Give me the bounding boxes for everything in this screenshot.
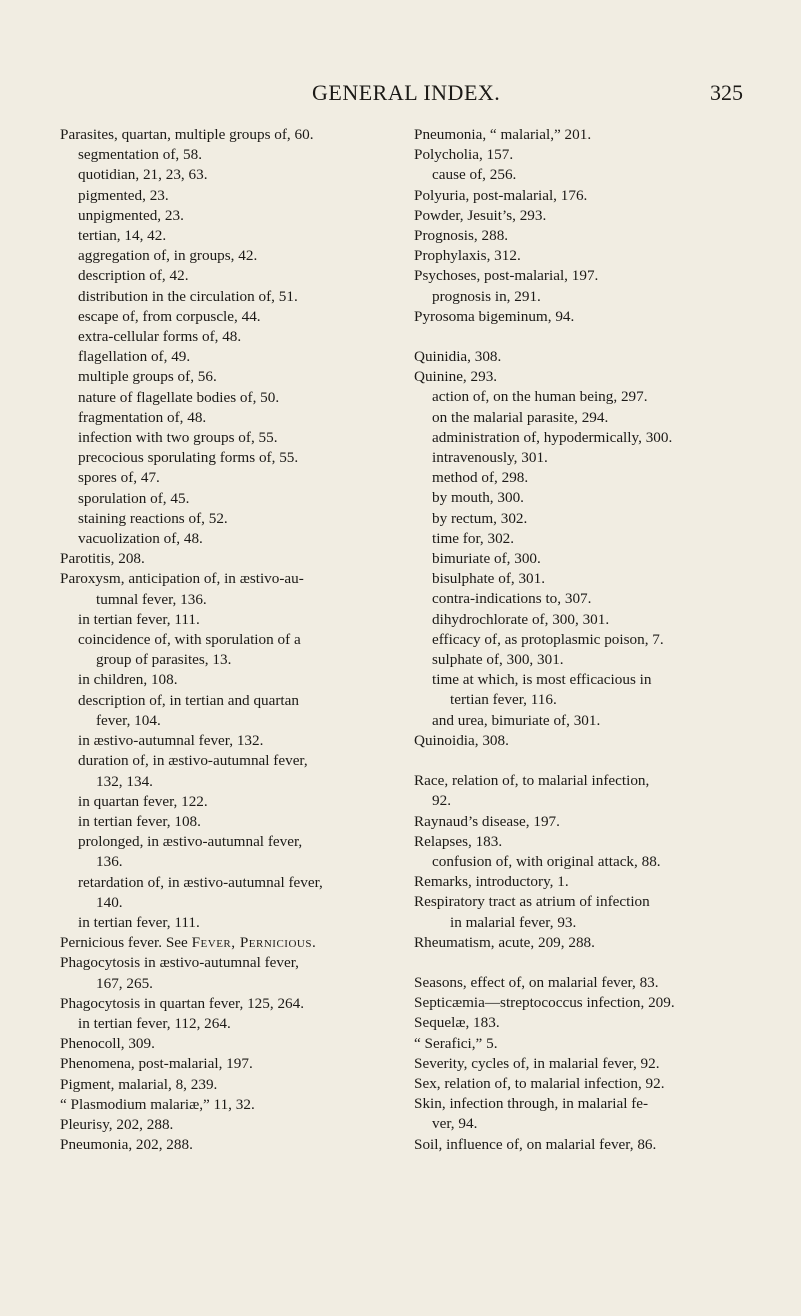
- index-line-text: tertian, 14, 42.: [78, 227, 167, 245]
- index-line-text: by rectum, 302.: [432, 509, 528, 527]
- index-line-text: Polycholia, 157.: [414, 146, 514, 164]
- index-line-text: on the malarial parasite, 294.: [432, 408, 609, 426]
- index-line-text: Pneumonia, 202, 288.: [60, 1136, 193, 1154]
- index-line-text: quotidian, 21, 23, 63.: [78, 166, 208, 184]
- index-line-text: administration of, hypodermically, 300.: [432, 428, 673, 446]
- index-line-text: by mouth, 300.: [432, 489, 524, 507]
- index-line-text: precocious sporulating forms of, 55.: [78, 449, 299, 467]
- index-line-text: segmentation of, 58.: [78, 146, 203, 164]
- index-line-text: multiple groups of, 56.: [78, 368, 217, 386]
- index-line: [60, 206, 395, 226]
- index-line: [414, 933, 752, 953]
- index-line: [414, 630, 752, 650]
- index-line-text: Quinoidia, 308.: [414, 731, 509, 749]
- index-line: [414, 387, 752, 407]
- index-line: [60, 731, 395, 751]
- index-line: [60, 1135, 395, 1155]
- index-line-text: method of, 298.: [432, 469, 529, 487]
- index-line: [414, 791, 752, 811]
- index-line: [414, 973, 752, 993]
- index-line: [60, 812, 395, 832]
- index-line-text: time at which, is most efficacious in: [432, 671, 652, 689]
- section-gap: [414, 953, 752, 973]
- index-line-text: vacuolization of, 48.: [78, 530, 203, 548]
- index-line: [414, 589, 752, 609]
- index-line: [414, 287, 752, 307]
- index-line: [60, 630, 395, 650]
- index-line: [60, 246, 395, 266]
- index-line-text: retardation of, in æstivo-autumnal fever,: [78, 873, 323, 891]
- index-line-text: 136.: [96, 853, 123, 871]
- index-line: [60, 468, 395, 488]
- index-line: [60, 489, 395, 509]
- index-line: [414, 670, 752, 690]
- index-line-text: tumnal fever, 136.: [96, 590, 207, 608]
- index-line: [60, 549, 395, 569]
- index-line-text: sporulation of, 45.: [78, 489, 190, 507]
- index-line: [414, 266, 752, 286]
- index-line-text: dihydrochlorate of, 300, 301.: [432, 610, 610, 628]
- index-line: [60, 448, 395, 468]
- index-line-text: Paroxysm, anticipation of, in æstivo-au-: [60, 570, 304, 588]
- index-line: [414, 428, 752, 448]
- index-line: [60, 610, 395, 630]
- index-line-text: duration of, in æstivo-autumnal fever,: [78, 752, 308, 770]
- index-line-text: in tertian fever, 112, 264.: [78, 1014, 231, 1032]
- index-line-text: Pyrosoma bigeminum, 94.: [414, 307, 575, 325]
- index-line: [60, 933, 395, 953]
- index-line-text: extra-cellular forms of, 48.: [78, 328, 242, 346]
- index-line-text: nature of flagellate bodies of, 50.: [78, 388, 280, 406]
- index-line-text: unpigmented, 23.: [78, 206, 184, 224]
- index-line: [414, 529, 752, 549]
- index-line-text: contra-indications to, 307.: [432, 590, 592, 608]
- index-line: [60, 913, 395, 933]
- index-line: [60, 186, 395, 206]
- index-line-text: Prophylaxis, 312.: [414, 247, 521, 265]
- index-line: [60, 873, 395, 893]
- index-line-text: group of parasites, 13.: [96, 651, 232, 669]
- index-line: [60, 792, 395, 812]
- index-line-text: fragmentation of, 48.: [78, 408, 207, 426]
- index-line-text: Pleurisy, 202, 288.: [60, 1115, 174, 1133]
- index-line-text: prolonged, in æstivo-autumnal fever,: [78, 833, 303, 851]
- index-line: [60, 590, 395, 610]
- index-line-text: tertian fever, 116.: [450, 691, 557, 709]
- index-column-right: [414, 125, 752, 1155]
- index-line: [414, 1013, 752, 1033]
- index-line: [414, 771, 752, 791]
- index-line: [60, 893, 395, 913]
- index-line: [414, 468, 752, 488]
- index-line: [414, 852, 752, 872]
- index-line-text: Raynaud’s disease, 197.: [414, 812, 560, 830]
- index-line-text: in tertian fever, 111.: [78, 913, 200, 931]
- index-line: [60, 670, 395, 690]
- index-line-text: Pneumonia, “ malarial,” 201.: [414, 126, 592, 143]
- section-gap: [414, 327, 752, 347]
- index-line-text: Relapses, 183.: [414, 832, 503, 850]
- index-line-text: Phenocoll, 309.: [60, 1035, 155, 1053]
- index-line: [414, 1034, 752, 1054]
- index-line: [60, 974, 395, 994]
- index-line: [60, 1034, 395, 1054]
- index-line: [60, 347, 395, 367]
- index-line-text: in quartan fever, 122.: [78, 792, 208, 810]
- index-line-text: Powder, Jesuit’s, 293.: [414, 206, 547, 224]
- index-line: [60, 388, 395, 408]
- index-line-text: Pigment, malarial, 8, 239.: [60, 1075, 218, 1093]
- index-line-text: sulphate of, 300, 301.: [432, 651, 564, 669]
- index-line: [60, 125, 395, 145]
- index-line: [414, 347, 752, 367]
- index-line: [414, 165, 752, 185]
- index-line: [60, 1075, 395, 1095]
- index-line-text: Septicæmia—streptococcus infection, 209.: [414, 994, 675, 1012]
- index-line-text: Polyuria, post-malarial, 176.: [414, 186, 588, 204]
- index-line: [414, 206, 752, 226]
- index-line: [414, 145, 752, 165]
- index-line-text: Phagocytosis in quartan fever, 125, 264.: [60, 994, 305, 1012]
- index-line: [60, 751, 395, 771]
- index-line-text: Skin, infection through, in malarial fe-: [414, 1095, 649, 1113]
- index-line: [60, 772, 395, 792]
- index-line: [414, 448, 752, 468]
- index-line-text: Sex, relation of, to malarial infection, 92.: [414, 1074, 665, 1092]
- index-line-text: “ Serafici,” 5.: [414, 1034, 498, 1052]
- index-line-text: ver, 94.: [432, 1115, 478, 1133]
- index-line: [414, 711, 752, 731]
- section-gap: [414, 751, 752, 771]
- index-line: [414, 650, 752, 670]
- index-column-left: [60, 125, 395, 1155]
- index-line: [414, 892, 752, 912]
- index-line-text: Soil, influence of, on malarial fever, 86.: [414, 1135, 657, 1153]
- index-line: [414, 246, 752, 266]
- index-line: [414, 1114, 752, 1134]
- index-line: [60, 852, 395, 872]
- index-line-text: aggregation of, in groups, 42.: [78, 247, 258, 265]
- index-line-text: infection with two groups of, 55.: [78, 429, 278, 447]
- index-line: [60, 428, 395, 448]
- index-line-text: flagellation of, 49.: [78, 348, 191, 366]
- page-header: [0, 80, 801, 110]
- index-line-text: Race, relation of, to malarial infection,: [414, 772, 650, 790]
- index-line: [60, 1115, 395, 1135]
- index-line: [414, 569, 752, 589]
- index-line-text: bimuriate of, 300.: [432, 550, 541, 568]
- index-line: [60, 165, 395, 185]
- index-line-text: in tertian fever, 111.: [78, 610, 200, 628]
- index-line: [414, 1074, 752, 1094]
- index-line-text: and urea, bimuriate of, 301.: [432, 711, 601, 729]
- index-line-text: Severity, cycles of, in malarial fever, 92.: [414, 1054, 660, 1072]
- index-line: [414, 307, 752, 327]
- index-line: [60, 226, 395, 246]
- index-line: [414, 872, 752, 892]
- index-line-text: escape of, from corpuscle, 44.: [78, 307, 261, 325]
- index-line-text: Parotitis, 208.: [60, 550, 145, 568]
- index-line: [414, 226, 752, 246]
- index-line: [60, 691, 395, 711]
- index-line: [414, 367, 752, 387]
- running-title: GENERAL INDEX.: [312, 80, 501, 105]
- index-line: [60, 650, 395, 670]
- index-line-text: Remarks, introductory, 1.: [414, 873, 569, 891]
- index-line-text: distribution in the circulation of, 51.: [78, 287, 298, 305]
- index-line: [60, 953, 395, 973]
- index-line-text: spores of, 47.: [78, 469, 160, 487]
- index-line: [414, 408, 752, 428]
- index-line-text: Phagocytosis in æstivo-autumnal fever,: [60, 954, 299, 972]
- page-number: 325: [710, 80, 743, 105]
- index-line-text: Quinine, 293.: [414, 368, 498, 386]
- index-line-text: confusion of, with original attack, 88.: [432, 852, 661, 870]
- index-line-text: 132, 134.: [96, 772, 153, 790]
- index-line-text: staining reactions of, 52.: [78, 509, 228, 527]
- index-line-text: Psychoses, post-malarial, 197.: [414, 267, 599, 285]
- index-line-text: Rheumatism, acute, 209, 288.: [414, 933, 595, 951]
- index-line-text: in tertian fever, 108.: [78, 812, 201, 830]
- index-line: [414, 1054, 752, 1074]
- index-line-text: 167, 265.: [96, 974, 153, 992]
- index-line: [414, 812, 752, 832]
- index-line-text: time for, 302.: [432, 529, 515, 547]
- index-line-text: Respiratory tract as atrium of infection: [414, 893, 650, 911]
- index-line-text: intravenously, 301.: [432, 449, 548, 467]
- index-line-text: in children, 108.: [78, 671, 178, 689]
- index-line: [60, 408, 395, 428]
- index-line: [414, 832, 752, 852]
- index-line-text: Pernicious fever. See: [60, 934, 192, 952]
- index-line: [414, 1135, 752, 1155]
- index-line-text: Phenomena, post-malarial, 197.: [60, 1055, 253, 1073]
- index-line: [60, 711, 395, 731]
- index-line-text: coincidence of, with sporulation of a: [78, 631, 301, 649]
- index-line: [60, 1095, 395, 1115]
- index-line-text: description of, 42.: [78, 267, 189, 285]
- index-line: [60, 529, 395, 549]
- index-line: [60, 569, 395, 589]
- index-line: [60, 509, 395, 529]
- index-line: [414, 186, 752, 206]
- index-line-text: description of, in tertian and quartan: [78, 691, 299, 709]
- index-line: [60, 287, 395, 307]
- index-line-text: efficacy of, as protoplasmic poison, 7.: [432, 630, 664, 648]
- index-line: [414, 610, 752, 630]
- index-line: [414, 125, 752, 145]
- index-line-text: 140.: [96, 893, 123, 911]
- index-line: [60, 145, 395, 165]
- index-line: [60, 327, 395, 347]
- index-line-text: Sequelæ, 183.: [414, 1014, 500, 1032]
- index-line: [414, 549, 752, 569]
- index-line-text: action of, on the human being, 297.: [432, 388, 648, 406]
- index-line-text: bisulphate of, 301.: [432, 570, 546, 588]
- index-line: [414, 488, 752, 508]
- index-line-text: in malarial fever, 93.: [450, 913, 577, 931]
- index-line-text: “ Plasmodium malariæ,” 11, 32.: [60, 1095, 255, 1113]
- index-line-text: pigmented, 23.: [78, 186, 169, 204]
- index-line-text: Quinidia, 308.: [414, 348, 502, 366]
- index-line: [60, 994, 395, 1014]
- index-line-text: fever, 104.: [96, 711, 161, 729]
- index-line: [414, 913, 752, 933]
- index-line-text: Parasites, quartan, multiple groups of, 60.: [60, 126, 314, 143]
- index-line: [60, 1054, 395, 1074]
- index-line: [60, 266, 395, 286]
- index-line-text: Prognosis, 288.: [414, 227, 509, 245]
- index-line-text: cause of, 256.: [432, 166, 517, 184]
- index-line: [414, 690, 752, 710]
- index-line: [60, 1014, 395, 1034]
- cross-reference: Fever, Pernicious.: [191, 934, 317, 952]
- index-line: [60, 307, 395, 327]
- index-line: [414, 1094, 752, 1114]
- index-line: [414, 509, 752, 529]
- index-line-text: Seasons, effect of, on malarial fever, 83.: [414, 973, 659, 991]
- index-line: [414, 993, 752, 1013]
- index-line-text: 92.: [432, 792, 451, 810]
- index-line-text: in æstivo-autumnal fever, 132.: [78, 732, 264, 750]
- index-line: [414, 731, 752, 751]
- index-line: [60, 367, 395, 387]
- index-line: [60, 832, 395, 852]
- index-line-text: prognosis in, 291.: [432, 287, 541, 305]
